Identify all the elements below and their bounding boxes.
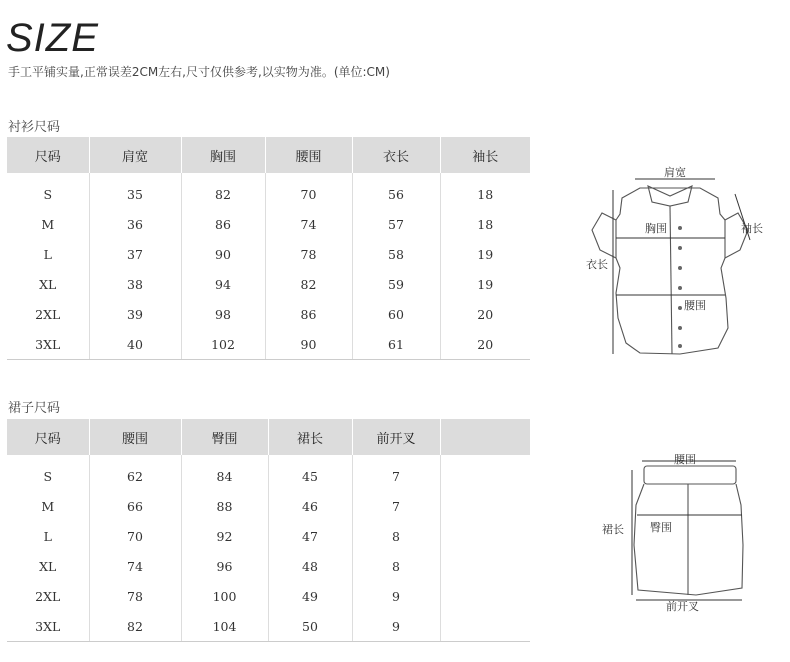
table-cell: 3XL xyxy=(7,611,89,642)
skirt-measure-lines xyxy=(632,461,742,600)
column-header: 裙长 xyxy=(268,419,352,455)
skirt-hip-label: 臀围 xyxy=(650,521,672,534)
table-cell: 78 xyxy=(265,239,352,269)
column-header xyxy=(440,419,530,455)
size-note: 手工平铺实量,正常误差2CM左右,尺寸仅供参考,以实物为准。(单位:CM) xyxy=(8,65,390,79)
table-cell: L xyxy=(43,246,52,262)
table-header-row xyxy=(7,137,530,173)
table-cell: 82 xyxy=(89,611,181,642)
table-cell: 18 xyxy=(440,209,530,239)
table-cell: 2XL xyxy=(35,588,61,604)
shirt-outline xyxy=(592,186,748,354)
table-cell: 9 xyxy=(352,581,440,611)
column-header: 尺码 xyxy=(7,419,89,455)
page-title: SIZE xyxy=(6,16,99,60)
table-cell: 90 xyxy=(181,239,265,269)
table-cell: 56 xyxy=(352,173,440,209)
table-cell: 40 xyxy=(89,329,181,360)
column-header: 肩宽 xyxy=(89,137,181,173)
table-cell: 88 xyxy=(181,491,268,521)
skirt-section-title: 裙子尺码 xyxy=(8,401,61,416)
column-header: 臀围 xyxy=(181,419,268,455)
skirt-waist-label: 腰围 xyxy=(674,453,696,466)
shirt-shoulder-label: 肩宽 xyxy=(664,166,686,179)
table-cell: 82 xyxy=(181,173,265,209)
table-row xyxy=(7,239,530,269)
table-cell: 104 xyxy=(181,611,268,642)
table-cell: 39 xyxy=(89,299,181,329)
table-cell: 50 xyxy=(268,611,352,642)
table-cell: 57 xyxy=(352,209,440,239)
shirt-size-table xyxy=(7,137,530,360)
table-cell: 20 xyxy=(440,299,530,329)
table-row xyxy=(7,491,530,521)
shirt-sleeve-label: 袖长 xyxy=(741,222,763,235)
table-cell: 3XL xyxy=(7,329,89,360)
table-cell xyxy=(440,455,530,491)
table-cell xyxy=(440,551,530,581)
table-cell: 62 xyxy=(89,455,181,491)
table-cell xyxy=(440,611,530,642)
table-header-row xyxy=(7,419,530,455)
table-cell: 7 xyxy=(352,491,440,521)
table-cell xyxy=(440,491,530,521)
table-cell: 38 xyxy=(89,269,181,299)
shirt-chest-label: 胸围 xyxy=(645,222,667,235)
table-cell: 8 xyxy=(352,551,440,581)
table-cell: 94 xyxy=(181,269,265,299)
table-cell: 20 xyxy=(440,329,530,360)
table-cell: 35 xyxy=(89,173,181,209)
table-cell: 70 xyxy=(89,521,181,551)
table-cell: 84 xyxy=(181,455,268,491)
table-cell: 19 xyxy=(440,269,530,299)
table-cell: 19 xyxy=(440,239,530,269)
table-cell: 86 xyxy=(181,209,265,239)
column-header: 前开叉 xyxy=(352,419,440,455)
table-cell: 36 xyxy=(89,209,181,239)
column-header: 腰围 xyxy=(265,137,352,173)
table-cell: 98 xyxy=(181,299,265,329)
table-cell: 47 xyxy=(268,521,352,551)
table-cell xyxy=(440,521,530,551)
column-header: 尺码 xyxy=(7,137,89,173)
table-cell: 74 xyxy=(89,551,181,581)
table-cell: 102 xyxy=(181,329,265,360)
table-cell: M xyxy=(41,498,55,514)
skirt-diagram xyxy=(596,445,776,620)
table-cell: M xyxy=(41,216,55,232)
table-cell: 78 xyxy=(89,581,181,611)
shirt-section-title: 衬衫尺码 xyxy=(8,120,61,135)
skirt-size-table xyxy=(7,419,530,642)
table-row xyxy=(7,611,530,642)
shirt-buttons xyxy=(678,226,682,348)
table-cell: XL xyxy=(39,558,57,574)
table-cell: 7 xyxy=(352,455,440,491)
column-header: 腰围 xyxy=(89,419,181,455)
table-row xyxy=(7,209,530,239)
table-cell: L xyxy=(43,528,52,544)
table-cell: 100 xyxy=(181,581,268,611)
column-header: 袖长 xyxy=(440,137,530,173)
shirt-length-label: 衣长 xyxy=(586,258,608,271)
table-cell: 70 xyxy=(265,173,352,209)
table-cell: 48 xyxy=(268,551,352,581)
table-cell: 74 xyxy=(265,209,352,239)
table-cell: 37 xyxy=(89,239,181,269)
column-header: 胸围 xyxy=(181,137,265,173)
table-cell: 59 xyxy=(352,269,440,299)
table-cell: 61 xyxy=(352,329,440,360)
table-cell: S xyxy=(43,468,53,484)
shirt-waist-label: 腰围 xyxy=(684,299,706,312)
table-cell: 46 xyxy=(268,491,352,521)
table-cell: XL xyxy=(39,276,57,292)
table-cell: 92 xyxy=(181,521,268,551)
table-row xyxy=(7,299,530,329)
skirt-slit-label: 前开叉 xyxy=(666,600,699,613)
table-row xyxy=(7,521,530,551)
column-header: 衣长 xyxy=(352,137,440,173)
table-row xyxy=(7,581,530,611)
table-cell: 45 xyxy=(268,455,352,491)
table-row xyxy=(7,173,530,209)
table-cell: 2XL xyxy=(35,306,61,322)
table-cell: 9 xyxy=(352,611,440,642)
table-cell: S xyxy=(43,186,53,202)
table-cell: 96 xyxy=(181,551,268,581)
table-cell: 8 xyxy=(352,521,440,551)
table-row xyxy=(7,551,530,581)
skirt-length-label: 裙长 xyxy=(602,523,624,536)
table-row xyxy=(7,455,530,491)
table-cell: 18 xyxy=(440,173,530,209)
shirt-diagram xyxy=(580,158,780,368)
table-row xyxy=(7,329,530,360)
table-cell: 86 xyxy=(265,299,352,329)
table-cell: 66 xyxy=(89,491,181,521)
table-cell: 58 xyxy=(352,239,440,269)
table-cell xyxy=(440,581,530,611)
table-cell: 90 xyxy=(265,329,352,360)
table-cell: 60 xyxy=(352,299,440,329)
table-cell: 49 xyxy=(268,581,352,611)
table-row xyxy=(7,269,530,299)
table-cell: 82 xyxy=(265,269,352,299)
